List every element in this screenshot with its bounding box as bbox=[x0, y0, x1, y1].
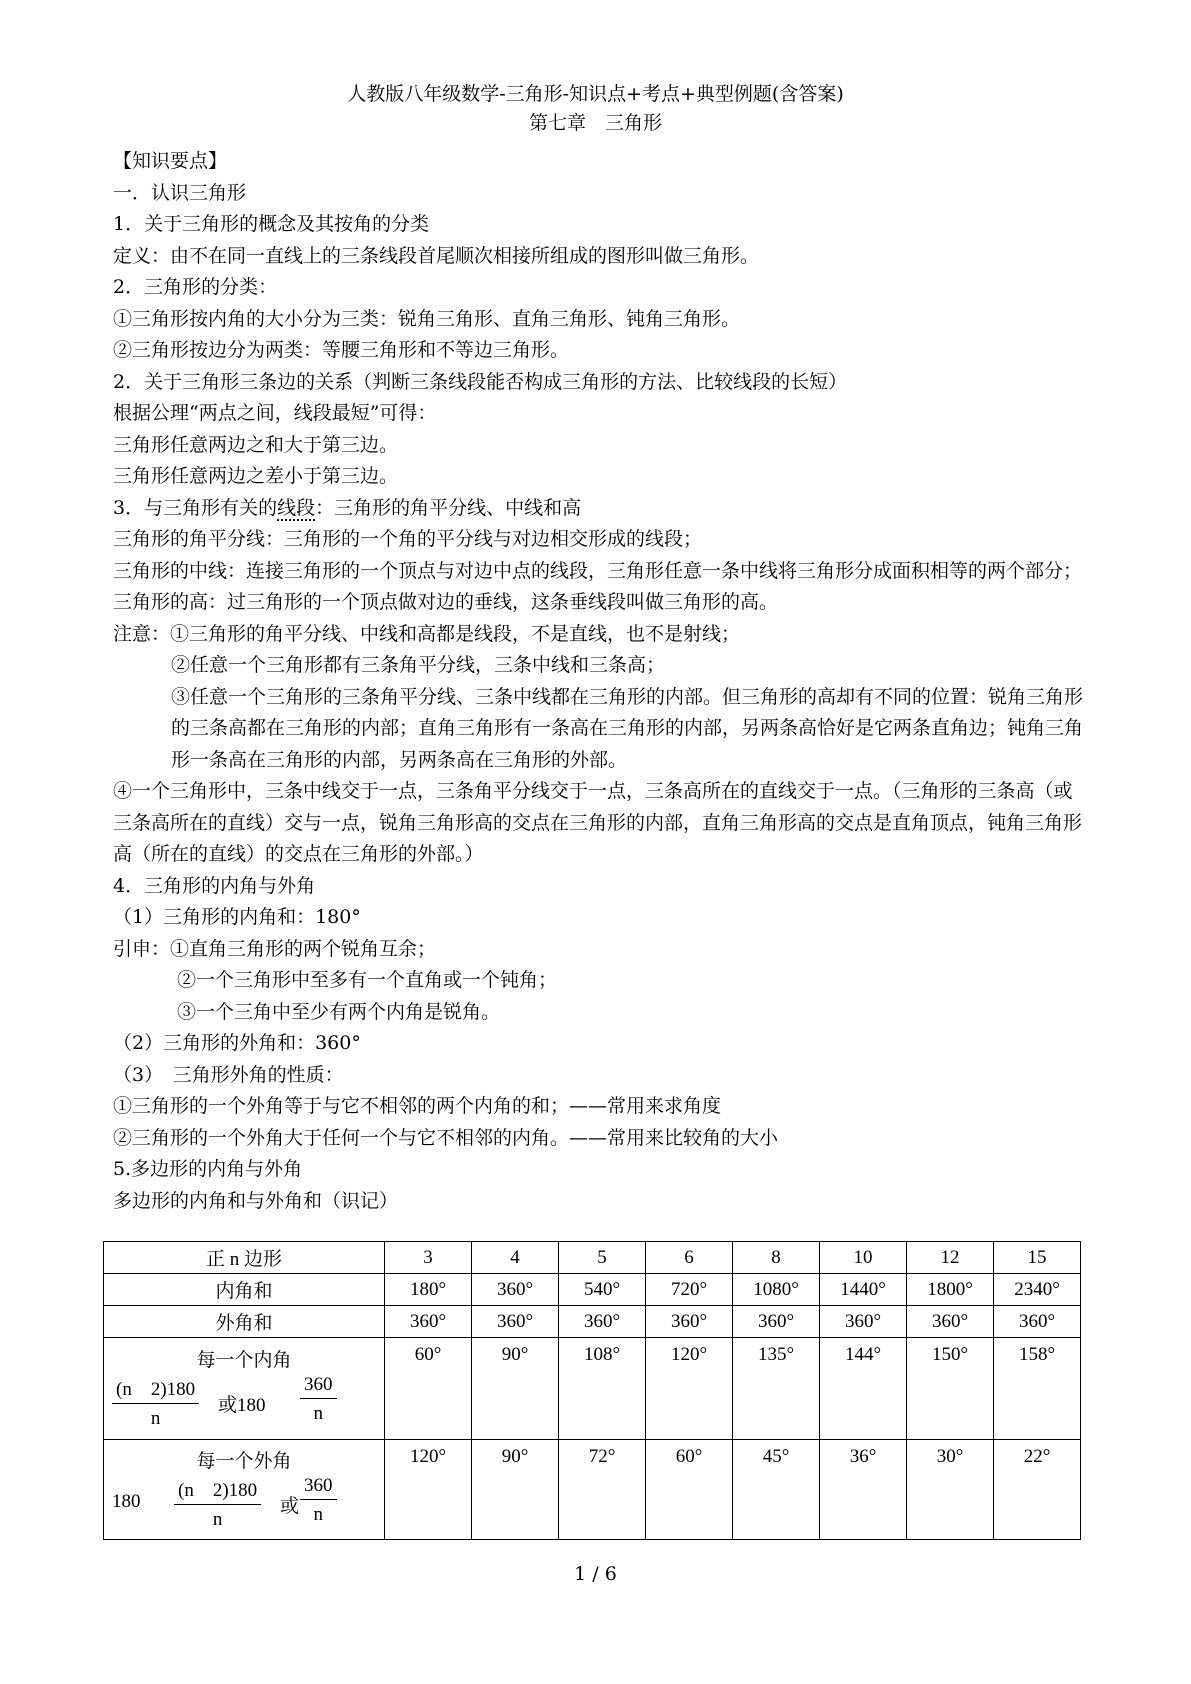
paragraph: 三角形的角平分线：三角形的一个角的平分线与对边相交形成的线段； bbox=[113, 528, 703, 550]
denominator: n bbox=[313, 1403, 323, 1424]
text-run: 3．与三角形有关的 bbox=[113, 496, 278, 519]
paragraph: 根据公理“两点之间，线段最短”可得： bbox=[113, 402, 437, 424]
formula-text: 或180 bbox=[218, 1395, 266, 1416]
paragraph: ②任意一个三角形都有三条角平分线，三条中线和三条高； bbox=[171, 654, 666, 676]
table-cell: 6 bbox=[646, 1242, 733, 1274]
table-cell: 360° bbox=[733, 1306, 820, 1338]
table-cell: 360° bbox=[472, 1306, 559, 1338]
section-heading: 一．认识三角形 bbox=[113, 181, 247, 204]
fraction bbox=[300, 1475, 337, 1526]
paragraph: 引申：①直角三角形的两个锐角互余； bbox=[113, 937, 437, 960]
paragraph: 注意：①三角形的角平分线、中线和高都是线段，不是直线，也不是射线； bbox=[113, 622, 741, 645]
fraction bbox=[300, 1374, 337, 1425]
paragraph: 三角形任意两边之和大于第三边。 bbox=[113, 433, 399, 456]
table-cell: 150° bbox=[907, 1338, 994, 1440]
paragraph: 多边形的内角和与外角和（识记） bbox=[113, 1189, 399, 1212]
table-cell: 36° bbox=[820, 1440, 907, 1540]
paragraph bbox=[113, 493, 1088, 525]
table-cell: 60° bbox=[646, 1440, 733, 1540]
paragraph: 2．三角形的分类： bbox=[113, 276, 278, 298]
polygon-angle-table bbox=[103, 1241, 1081, 1540]
paragraph: ①三角形按内角的大小分为三类：锐角三角形、直角三角形、钝角三角形。 bbox=[113, 307, 741, 330]
text-run: ③任意一个三角形的三条角平分线、三条中线都在三角形的内部。但三角形的高却有不同的位置：锐角三角形的三条高都在三角形的内部；直角三角形有一条高在三角形的内部，另两条高恰好是它两条直角边；钝角三角形一条高在三角形的内部，另两条高在三角形的外部。 bbox=[171, 685, 1084, 771]
fraction bbox=[112, 1374, 199, 1430]
paragraph: （1）三角形的内角和：180° bbox=[113, 906, 361, 928]
table-cell: 45° bbox=[733, 1440, 820, 1540]
text-run: ④一个三角形中，三条中线交于一点，三条角平分线交于一点，三条高所在的直线交于一点。（三角形的三条高（或三条高所在的直线）交与一点，锐角三角形高的交点在三角形的内部，直角三角形高的交点是直角顶点，钝角三角形高（所在的直线）的交点在三角形的外部。） bbox=[113, 780, 1083, 865]
table-cell: 135° bbox=[733, 1338, 820, 1440]
table-cell: 360° bbox=[646, 1306, 733, 1338]
table-cell: 2340° bbox=[994, 1274, 1081, 1306]
table-cell: 90° bbox=[472, 1338, 559, 1440]
formula-text: 180 bbox=[112, 1491, 141, 1512]
document-title: 人教版八年级数学-三角形-知识点+考点+典型例题(含答案) bbox=[347, 83, 844, 105]
table-cell: 4 bbox=[472, 1242, 559, 1274]
paragraph bbox=[113, 776, 1088, 871]
chapter-title: 第七章 三角形 bbox=[528, 112, 662, 134]
table-row bbox=[104, 1274, 1081, 1306]
numerator: (n 2)180 bbox=[112, 1374, 199, 1404]
table-cell: 10 bbox=[820, 1242, 907, 1274]
paragraph: 2．关于三角形三条边的关系（判断三条线段能否构成三角形的方法、比较线段的长短） bbox=[113, 370, 848, 393]
table-cell: 540° bbox=[559, 1274, 646, 1306]
table-cell: 1800° bbox=[907, 1274, 994, 1306]
table-cell: 90° bbox=[472, 1440, 559, 1540]
table-cell: 1440° bbox=[820, 1274, 907, 1306]
paragraph: 5.多边形的内角与外角 bbox=[113, 1158, 303, 1180]
table-cell: 3 bbox=[385, 1242, 472, 1274]
numerator: (n 2)180 bbox=[174, 1475, 261, 1505]
row-label-text: 每一个外角 bbox=[196, 1451, 292, 1472]
formula-text: 或 bbox=[280, 1496, 300, 1517]
denominator: n bbox=[313, 1504, 323, 1525]
paragraph: ①三角形的一个外角等于与它不相邻的两个内角的和；——常用来求角度 bbox=[113, 1095, 722, 1117]
table-cell: 8 bbox=[733, 1242, 820, 1274]
table-cell: 72° bbox=[559, 1440, 646, 1540]
table-row-label bbox=[104, 1440, 385, 1540]
table-cell: 30° bbox=[907, 1440, 994, 1540]
denominator: n bbox=[150, 1408, 161, 1429]
table-cell: 22° bbox=[994, 1440, 1081, 1540]
paragraph: 定义：由不在同一直线上的三条线段首尾顺次相接所组成的图形叫做三角形。 bbox=[113, 244, 760, 267]
page-number: 1 / 6 bbox=[574, 1563, 617, 1585]
paragraph: 三角形的高：过三角形的一个顶点做对边的垂线，这条垂线段叫做三角形的高。 bbox=[113, 591, 779, 613]
paragraph: ②三角形按边分为两类：等腰三角形和不等边三角形。 bbox=[113, 339, 570, 361]
table-header-cell: 正 n 边形 bbox=[104, 1242, 385, 1274]
table-cell: 108° bbox=[559, 1338, 646, 1440]
fraction bbox=[174, 1475, 261, 1531]
paragraph: 三角形任意两边之差小于第三边。 bbox=[113, 465, 399, 487]
table-cell: 360° bbox=[472, 1274, 559, 1306]
table-cell: 120° bbox=[646, 1338, 733, 1440]
table-cell: 144° bbox=[820, 1338, 907, 1440]
table-row-label bbox=[104, 1338, 385, 1440]
row-label-text: 每一个内角 bbox=[196, 1350, 292, 1371]
table-row-label: 内角和 bbox=[104, 1274, 385, 1306]
table-cell: 720° bbox=[646, 1274, 733, 1306]
paragraph: 1．关于三角形的概念及其按角的分类 bbox=[113, 213, 430, 235]
table-row bbox=[104, 1306, 1081, 1338]
section-heading: 【知识要点】 bbox=[113, 150, 228, 172]
paragraph: 三角形的中线：连接三角形的一个顶点与对边中点的线段，三角形任意一条中线将三角形分成面积相等的两个部分； bbox=[113, 559, 1083, 582]
document-body bbox=[113, 146, 1088, 1217]
paragraph: ②一个三角形中至多有一个直角或一个钝角； bbox=[177, 969, 558, 991]
table-cell: 360° bbox=[559, 1306, 646, 1338]
denominator: n bbox=[212, 1509, 223, 1530]
table-row bbox=[104, 1338, 1081, 1440]
paragraph: ②三角形的一个外角大于任何一个与它不相邻的内角。——常用来比较角的大小 bbox=[113, 1126, 779, 1149]
table-row bbox=[104, 1440, 1081, 1540]
table-cell: 5 bbox=[559, 1242, 646, 1274]
interior-angle-formula bbox=[104, 1372, 384, 1432]
table-cell: 15 bbox=[994, 1242, 1081, 1274]
table-cell: 12 bbox=[907, 1242, 994, 1274]
text-run: ：三角形的角平分线、中线和高 bbox=[315, 496, 582, 519]
table-row-label: 外角和 bbox=[104, 1306, 385, 1338]
numerator: 360 bbox=[300, 1475, 337, 1500]
table-cell: 158° bbox=[994, 1338, 1081, 1440]
table-cell: 360° bbox=[994, 1306, 1081, 1338]
table-cell: 1080° bbox=[733, 1274, 820, 1306]
table-row bbox=[104, 1242, 1081, 1274]
paragraph: （2）三角形的外角和：360° bbox=[113, 1032, 361, 1054]
table-cell: 60° bbox=[385, 1338, 472, 1440]
emphasis-text: 线段 bbox=[277, 496, 316, 519]
paragraph bbox=[113, 682, 1088, 777]
paragraph: （3） 三角形外角的性质： bbox=[113, 1063, 344, 1086]
paragraph: ③一个三角中至少有两个内角是锐角。 bbox=[177, 1000, 501, 1023]
table-cell: 120° bbox=[385, 1440, 472, 1540]
table-cell: 180° bbox=[385, 1274, 472, 1306]
exterior-angle-formula bbox=[104, 1473, 384, 1533]
table-cell: 360° bbox=[820, 1306, 907, 1338]
table-cell: 360° bbox=[907, 1306, 994, 1338]
paragraph: 4．三角形的内角与外角 bbox=[113, 874, 316, 897]
numerator: 360 bbox=[300, 1374, 337, 1399]
table-cell: 360° bbox=[385, 1306, 472, 1338]
